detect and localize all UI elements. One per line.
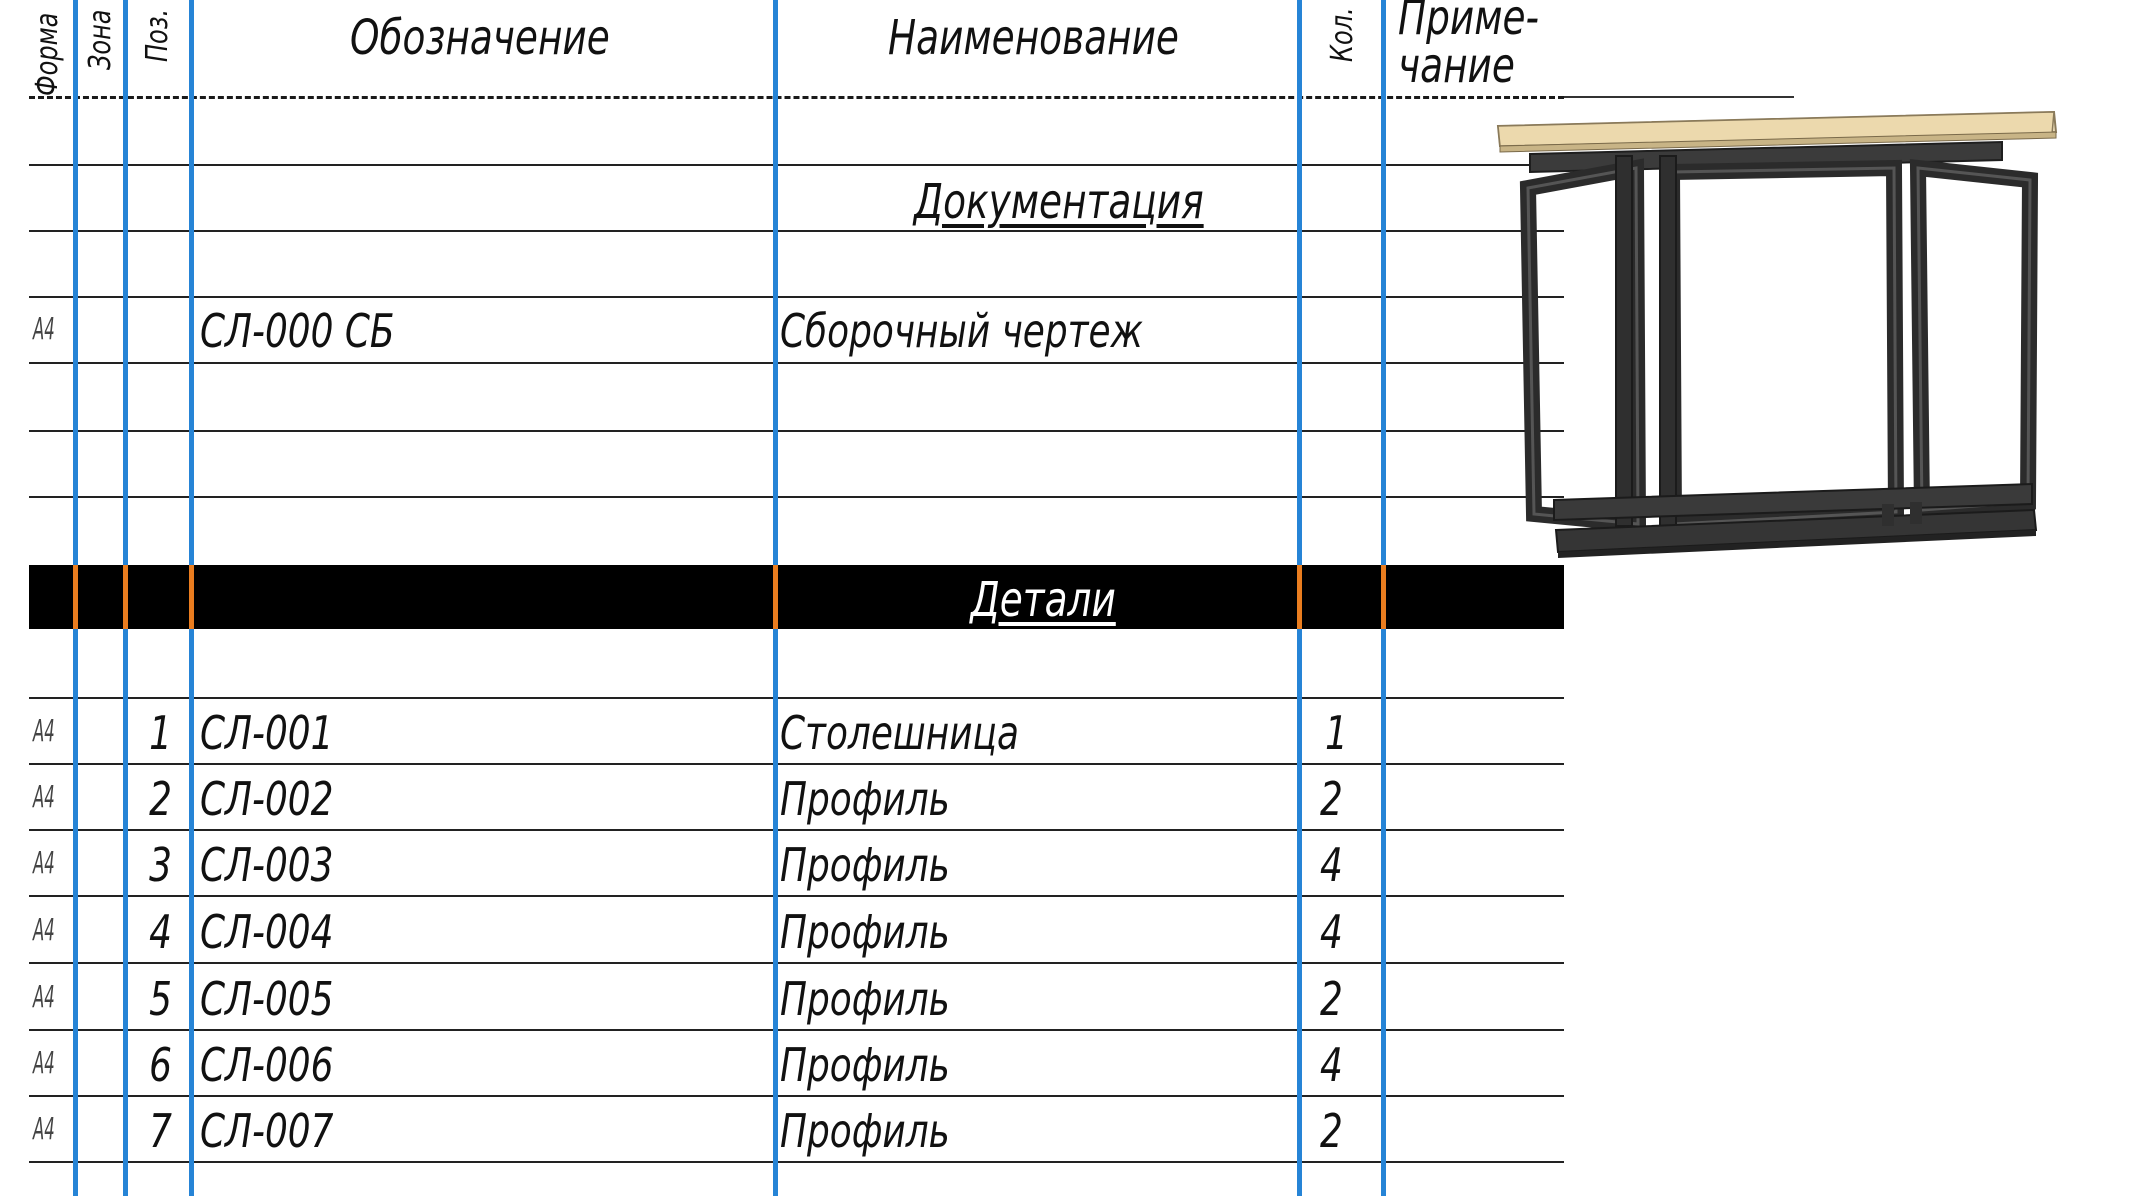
row-quantity: 1 <box>1325 706 1348 760</box>
row-name: Профиль <box>780 905 950 959</box>
header-position: Поз. <box>140 8 175 62</box>
row-quantity: 2 <box>1320 1104 1343 1158</box>
row-quantity: 4 <box>1320 838 1343 892</box>
console-table-3d-model-icon <box>1490 100 2070 570</box>
header-format: Форма <box>30 12 65 96</box>
row-format: А4 <box>33 312 55 347</box>
row-line <box>29 164 1564 166</box>
row-line <box>29 296 1564 298</box>
row-designation: СЛ-000 СБ <box>200 304 395 358</box>
row-line <box>29 697 1564 699</box>
row-line <box>29 230 1564 232</box>
header-zone: Зона <box>83 9 118 71</box>
column-divider-highlight <box>73 565 78 629</box>
row-line <box>29 1029 1564 1031</box>
row-position: 7 <box>149 1104 172 1158</box>
row-position: 1 <box>149 706 172 760</box>
header-separator-extension <box>1564 96 1794 98</box>
row-position: 2 <box>149 772 172 826</box>
column-divider-highlight <box>123 565 128 629</box>
row-format: А4 <box>33 846 55 881</box>
row-designation: СЛ-002 <box>200 772 334 826</box>
row-name: Сборочный чертеж <box>780 304 1143 358</box>
row-position: 4 <box>149 905 172 959</box>
row-designation: СЛ-004 <box>200 905 334 959</box>
column-divider[interactable] <box>1297 0 1302 1196</box>
row-line <box>29 430 1564 432</box>
row-position: 3 <box>149 838 172 892</box>
column-divider[interactable] <box>773 0 778 1196</box>
section-parts-title: Детали <box>970 572 1116 628</box>
row-designation: СЛ-006 <box>200 1038 334 1092</box>
row-name: Столешница <box>780 706 1019 760</box>
column-divider[interactable] <box>1381 0 1386 1196</box>
row-name: Профиль <box>780 1104 950 1158</box>
column-divider-highlight <box>773 565 778 629</box>
row-line <box>29 1161 1564 1163</box>
header-note-line1: Приме- <box>1398 0 1540 46</box>
row-designation: СЛ-007 <box>200 1104 334 1158</box>
row-position: 6 <box>149 1038 172 1092</box>
row-name: Профиль <box>780 772 950 826</box>
row-line <box>29 962 1564 964</box>
column-divider-highlight <box>1297 565 1302 629</box>
row-line <box>29 1095 1564 1097</box>
column-divider-highlight <box>1381 565 1386 629</box>
header-separator <box>29 96 1564 99</box>
header-name: Наименование <box>888 10 1179 66</box>
parts-section-row-selected[interactable] <box>29 565 1564 629</box>
row-quantity: 4 <box>1320 1038 1343 1092</box>
row-format: А4 <box>33 913 55 948</box>
column-divider-highlight <box>189 565 194 629</box>
row-quantity: 4 <box>1320 905 1343 959</box>
row-designation: СЛ-003 <box>200 838 334 892</box>
row-name: Профиль <box>780 838 950 892</box>
row-line <box>29 829 1564 831</box>
row-quantity: 2 <box>1320 772 1343 826</box>
row-format: А4 <box>33 1112 55 1147</box>
header-designation: Обозначение <box>350 10 610 66</box>
column-divider[interactable] <box>123 0 128 1196</box>
row-position: 5 <box>149 972 172 1026</box>
row-name: Профиль <box>780 972 950 1026</box>
row-quantity: 2 <box>1320 972 1343 1026</box>
row-line <box>29 763 1564 765</box>
row-line <box>29 362 1564 364</box>
column-divider[interactable] <box>73 0 78 1196</box>
row-line <box>29 895 1564 897</box>
row-name: Профиль <box>780 1038 950 1092</box>
row-format: А4 <box>33 980 55 1015</box>
column-divider[interactable] <box>189 0 194 1196</box>
row-format: А4 <box>33 1046 55 1081</box>
row-designation: СЛ-005 <box>200 972 334 1026</box>
header-note-line2: чание <box>1398 38 1515 94</box>
row-format: А4 <box>33 714 55 749</box>
header-quantity: Кол. <box>1325 7 1360 62</box>
section-documentation-title: Документация <box>913 174 1204 230</box>
row-designation: СЛ-001 <box>200 706 334 760</box>
row-line <box>29 496 1564 498</box>
row-format: А4 <box>33 780 55 815</box>
